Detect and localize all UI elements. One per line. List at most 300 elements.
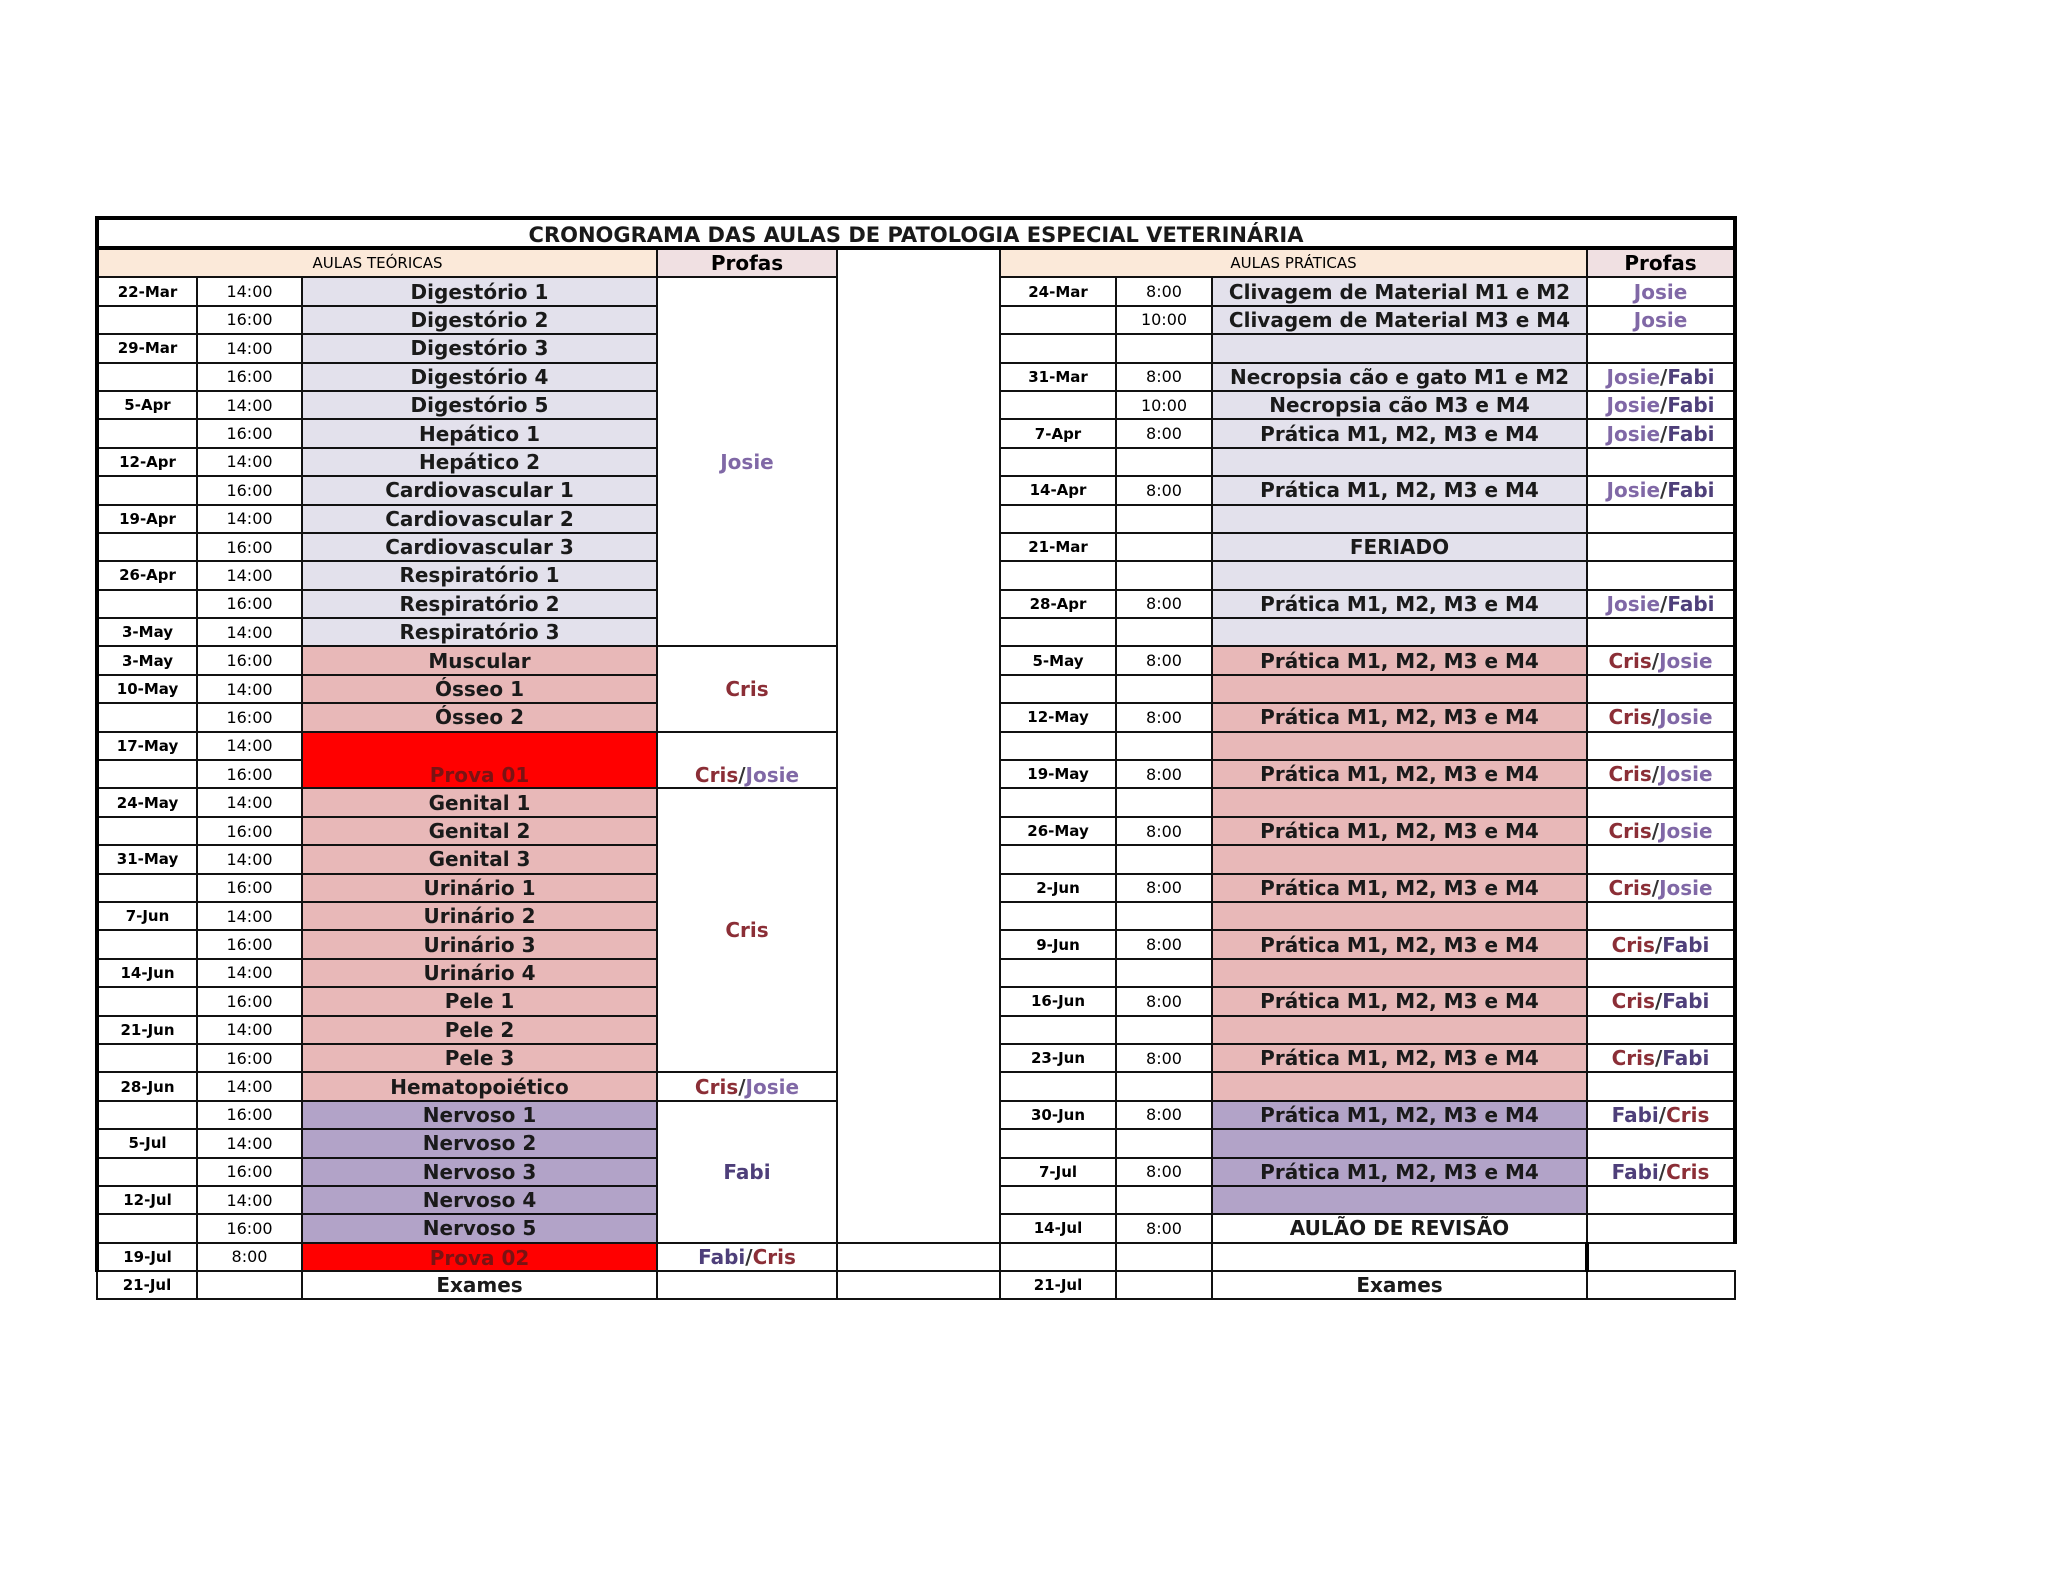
practice-date: 14-Jul bbox=[1000, 1214, 1116, 1242]
theory-date: 5-Jul bbox=[97, 1129, 197, 1157]
prof-name: Josie bbox=[1659, 819, 1713, 843]
page-title: CRONOGRAMA DAS AULAS DE PATOLOGIA ESPECIAL VETERINÁRIA bbox=[97, 218, 1735, 248]
theory-topic: Pele 2 bbox=[302, 1016, 657, 1044]
theory-date: 21-Jul bbox=[97, 1271, 197, 1299]
practice-profs bbox=[1587, 1044, 1735, 1072]
theory-topic: Nervoso 4 bbox=[302, 1186, 657, 1214]
practice-profs bbox=[1587, 845, 1735, 873]
theory-topic: Urinário 1 bbox=[302, 874, 657, 902]
practice-topic: Prática M1, M2, M3 e M4 bbox=[1212, 476, 1587, 504]
exam-cell: Prova 01 bbox=[302, 732, 657, 789]
prof-name: Fabi bbox=[1667, 591, 1715, 616]
theory-time: 14:00 bbox=[197, 1186, 302, 1214]
practice-topic: Prática M1, M2, M3 e M4 bbox=[1212, 1158, 1587, 1186]
practice-topic bbox=[1212, 788, 1587, 816]
practice-time bbox=[1116, 845, 1212, 873]
practice-date bbox=[1000, 306, 1116, 334]
theory-date: 12-Jul bbox=[97, 1186, 197, 1214]
practice-date: 21-Jul bbox=[1000, 1271, 1116, 1299]
theory-time: 16:00 bbox=[197, 703, 302, 731]
theory-date bbox=[97, 590, 197, 618]
practice-date bbox=[1000, 618, 1116, 646]
practice-profs bbox=[1587, 505, 1735, 533]
practice-date bbox=[1000, 1129, 1116, 1157]
theory-topic: Respiratório 2 bbox=[302, 590, 657, 618]
theory-date: 3-May bbox=[97, 618, 197, 646]
theory-topic: Exames bbox=[302, 1271, 657, 1299]
practice-date bbox=[1000, 788, 1116, 816]
theory-time: 14:00 bbox=[197, 959, 302, 987]
theory-date: 26-Apr bbox=[97, 561, 197, 589]
practice-date bbox=[1000, 1016, 1116, 1044]
practice-topic: FERIADO bbox=[1212, 533, 1587, 561]
theory-time: 16:00 bbox=[197, 646, 302, 674]
practice-time bbox=[1116, 334, 1212, 362]
practice-date: 30-Jun bbox=[1000, 1101, 1116, 1129]
practice-profs bbox=[1587, 533, 1735, 561]
practice-topic bbox=[1212, 1129, 1587, 1157]
name-separator: / bbox=[1654, 932, 1663, 957]
practice-date: 12-May bbox=[1000, 703, 1116, 731]
practice-time: 10:00 bbox=[1116, 391, 1212, 419]
theory-time: 14:00 bbox=[197, 618, 302, 646]
practice-date bbox=[1000, 505, 1116, 533]
theory-date: 31-May bbox=[97, 845, 197, 873]
practice-time: 8:00 bbox=[1116, 476, 1212, 504]
name-separator: / bbox=[1651, 762, 1660, 787]
theory-topic: Urinário 2 bbox=[302, 902, 657, 930]
practice-topic bbox=[1212, 902, 1587, 930]
theory-time: 16:00 bbox=[197, 363, 302, 391]
theory-time: 8:00 bbox=[197, 1243, 302, 1271]
practice-profs bbox=[1587, 618, 1735, 646]
practice-date: 24-Mar bbox=[1000, 277, 1116, 305]
theory-date: 12-Apr bbox=[97, 448, 197, 476]
practice-topic bbox=[1212, 505, 1587, 533]
prof-name: Josie bbox=[1606, 421, 1661, 446]
theory-time: 14:00 bbox=[197, 448, 302, 476]
theory-topic: Hepático 2 bbox=[302, 448, 657, 476]
theory-topic: Ósseo 2 bbox=[302, 703, 657, 731]
practice-profs bbox=[1587, 930, 1735, 958]
theory-date: 19-Apr bbox=[97, 505, 197, 533]
practice-profs bbox=[1587, 959, 1735, 987]
prof-name: Cris bbox=[1608, 875, 1652, 900]
theory-header: AULAS TEÓRICAS bbox=[97, 248, 657, 277]
practice-profs bbox=[1587, 817, 1735, 845]
practice-topic bbox=[1212, 675, 1587, 703]
practice-topic bbox=[1212, 1186, 1587, 1214]
prof-name: Fabi bbox=[1662, 932, 1710, 957]
practice-time: 8:00 bbox=[1116, 590, 1212, 618]
practice-time: 8:00 bbox=[1116, 817, 1212, 845]
name-separator: / bbox=[1660, 393, 1668, 418]
practice-date bbox=[1000, 902, 1116, 930]
prof-name: Josie bbox=[1659, 648, 1713, 673]
prof-name: Fabi bbox=[723, 1159, 771, 1184]
prof-name: Cris bbox=[1611, 989, 1655, 1014]
name-separator: / bbox=[738, 1074, 746, 1099]
prof-name: Fabi bbox=[1611, 1159, 1659, 1184]
theory-profs bbox=[657, 1243, 837, 1271]
prof-name: Josie bbox=[1606, 478, 1661, 503]
practice-date bbox=[1000, 845, 1116, 873]
practice-profs bbox=[1587, 1271, 1735, 1299]
name-separator: / bbox=[1651, 648, 1660, 673]
name-separator: / bbox=[1651, 875, 1660, 900]
practice-time bbox=[1116, 675, 1212, 703]
practice-profs bbox=[1587, 1129, 1735, 1157]
practice-time: 8:00 bbox=[1116, 760, 1212, 788]
theory-topic: Ósseo 1 bbox=[302, 675, 657, 703]
practice-date bbox=[1000, 561, 1116, 589]
practice-time bbox=[1116, 448, 1212, 476]
name-separator: / bbox=[1658, 1102, 1667, 1127]
theory-topic: Cardiovascular 1 bbox=[302, 476, 657, 504]
practice-time bbox=[1116, 618, 1212, 646]
theory-date bbox=[97, 306, 197, 334]
practice-date: 28-Apr bbox=[1000, 590, 1116, 618]
theory-date bbox=[97, 363, 197, 391]
theory-topic: Digestório 2 bbox=[302, 306, 657, 334]
practice-time bbox=[1116, 902, 1212, 930]
practice-date bbox=[1000, 448, 1116, 476]
theory-time: 16:00 bbox=[197, 419, 302, 447]
practice-topic: Prática M1, M2, M3 e M4 bbox=[1212, 930, 1587, 958]
column-spacer bbox=[837, 1271, 1000, 1299]
practice-topic: Prática M1, M2, M3 e M4 bbox=[1212, 1101, 1587, 1129]
prof-name: Josie bbox=[1659, 762, 1713, 787]
theory-date bbox=[97, 703, 197, 731]
practice-topic: Prática M1, M2, M3 e M4 bbox=[1212, 760, 1587, 788]
theory-time: 14:00 bbox=[197, 334, 302, 362]
theory-date bbox=[97, 419, 197, 447]
practice-time bbox=[1116, 959, 1212, 987]
prof-name: Josie bbox=[720, 449, 774, 474]
theory-topic: Pele 1 bbox=[302, 987, 657, 1015]
name-separator: / bbox=[745, 1244, 753, 1269]
theory-time: 16:00 bbox=[197, 1044, 302, 1072]
theory-time: 16:00 bbox=[197, 476, 302, 504]
theory-date bbox=[97, 930, 197, 958]
practice-time bbox=[1116, 1072, 1212, 1100]
practice-time bbox=[1116, 533, 1212, 561]
practice-time: 8:00 bbox=[1116, 930, 1212, 958]
theory-topic: Hematopoiético bbox=[302, 1072, 657, 1100]
practice-time: 8:00 bbox=[1116, 1158, 1212, 1186]
practice-date: 26-May bbox=[1000, 817, 1116, 845]
prof-name: Josie bbox=[1633, 279, 1688, 304]
theory-topic: Digestório 5 bbox=[302, 391, 657, 419]
theory-profs bbox=[657, 646, 837, 731]
theory-topic: Digestório 4 bbox=[302, 363, 657, 391]
theory-profs bbox=[657, 1101, 837, 1243]
practice-time: 10:00 bbox=[1116, 306, 1212, 334]
theory-date bbox=[97, 1158, 197, 1186]
practice-topic: Necropsia cão e gato M1 e M2 bbox=[1212, 363, 1587, 391]
practice-time: 8:00 bbox=[1116, 363, 1212, 391]
theory-profs bbox=[657, 1271, 837, 1299]
theory-date bbox=[97, 760, 197, 788]
prof-name: Cris bbox=[725, 677, 769, 702]
theory-topic: Nervoso 3 bbox=[302, 1158, 657, 1186]
practice-time bbox=[1116, 788, 1212, 816]
theory-time: 14:00 bbox=[197, 1129, 302, 1157]
name-separator: / bbox=[1660, 478, 1668, 503]
theory-date: 28-Jun bbox=[97, 1072, 197, 1100]
practice-topic: Clivagem de Material M3 e M4 bbox=[1212, 306, 1587, 334]
prof-name: Cris bbox=[694, 763, 739, 788]
practice-profs bbox=[1587, 561, 1735, 589]
prof-name: Fabi bbox=[1662, 1046, 1710, 1071]
name-separator: / bbox=[1658, 1159, 1667, 1184]
practice-date: 2-Jun bbox=[1000, 874, 1116, 902]
name-separator: / bbox=[1651, 705, 1660, 730]
theory-time: 14:00 bbox=[197, 732, 302, 760]
name-separator: / bbox=[1660, 364, 1668, 389]
theory-time: 14:00 bbox=[197, 505, 302, 533]
practice-time bbox=[1000, 1243, 1116, 1271]
prof-name: Cris bbox=[1608, 705, 1652, 730]
practice-profs bbox=[1587, 675, 1735, 703]
theory-time: 16:00 bbox=[197, 1214, 302, 1242]
theory-time: 16:00 bbox=[197, 817, 302, 845]
name-separator: / bbox=[1660, 591, 1668, 616]
prof-name: Josie bbox=[745, 763, 800, 788]
theory-topic: Pele 3 bbox=[302, 1044, 657, 1072]
theory-topic: Genital 3 bbox=[302, 845, 657, 873]
practice-profs bbox=[1587, 363, 1735, 391]
practice-date bbox=[1000, 1186, 1116, 1214]
practice-profs bbox=[1587, 703, 1735, 731]
theory-time: 14:00 bbox=[197, 277, 302, 305]
theory-date: 21-Jun bbox=[97, 1016, 197, 1044]
practice-topic: Prática M1, M2, M3 e M4 bbox=[1212, 646, 1587, 674]
name-separator: / bbox=[1654, 989, 1663, 1014]
theory-time: 16:00 bbox=[197, 930, 302, 958]
theory-topic: Nervoso 2 bbox=[302, 1129, 657, 1157]
theory-time: 14:00 bbox=[197, 1016, 302, 1044]
name-separator: / bbox=[1651, 819, 1660, 843]
practice-topic: Prática M1, M2, M3 e M4 bbox=[1212, 1044, 1587, 1072]
practice-date: 7-Apr bbox=[1000, 419, 1116, 447]
theory-time: 16:00 bbox=[197, 1101, 302, 1129]
theory-date: 3-May bbox=[97, 646, 197, 674]
theory-time: 16:00 bbox=[197, 1158, 302, 1186]
practice-profs bbox=[1587, 902, 1735, 930]
theory-date: 14-Jun bbox=[97, 959, 197, 987]
practice-profs bbox=[1587, 419, 1735, 447]
theory-topic: Respiratório 3 bbox=[302, 618, 657, 646]
practice-topic: AULÃO DE REVISÃO bbox=[1212, 1214, 1587, 1242]
theory-topic: Cardiovascular 3 bbox=[302, 533, 657, 561]
theory-topic: Digestório 1 bbox=[302, 277, 657, 305]
practice-time: 8:00 bbox=[1116, 1101, 1212, 1129]
theory-date bbox=[97, 1044, 197, 1072]
practice-time bbox=[1116, 1016, 1212, 1044]
theory-time: 16:00 bbox=[197, 306, 302, 334]
practice-time bbox=[1116, 1271, 1212, 1299]
prof-name: Josie bbox=[1659, 875, 1713, 900]
practice-date: 16-Jun bbox=[1000, 987, 1116, 1015]
practice-topic: Prática M1, M2, M3 e M4 bbox=[1212, 419, 1587, 447]
theory-date bbox=[97, 1214, 197, 1242]
practice-profs bbox=[1587, 1072, 1735, 1100]
practice-profs bbox=[1587, 1158, 1735, 1186]
practice-profs bbox=[1587, 1214, 1735, 1242]
prof-name: Josie bbox=[1606, 364, 1661, 389]
practice-profs bbox=[1587, 334, 1735, 362]
prof-name: Fabi bbox=[1667, 364, 1715, 389]
practice-profs bbox=[1587, 760, 1735, 788]
prof-name: Cris bbox=[1666, 1102, 1710, 1127]
practice-date bbox=[1000, 1072, 1116, 1100]
theory-profs bbox=[657, 788, 837, 1072]
theory-time: 14:00 bbox=[197, 788, 302, 816]
practice-topic bbox=[1212, 448, 1587, 476]
practice-topic bbox=[1212, 1016, 1587, 1044]
practice-date: 14-Apr bbox=[1000, 476, 1116, 504]
name-separator: / bbox=[1654, 1046, 1663, 1071]
theory-topic: Urinário 3 bbox=[302, 930, 657, 958]
theory-time: 14:00 bbox=[197, 845, 302, 873]
theory-date: 10-May bbox=[97, 675, 197, 703]
practice-date bbox=[1000, 391, 1116, 419]
prof-name: Josie bbox=[1659, 705, 1713, 730]
practice-topic bbox=[1212, 1072, 1587, 1100]
prof-name: Cris bbox=[1611, 932, 1655, 957]
prof-name: Cris bbox=[1608, 819, 1652, 843]
theory-date: 22-Mar bbox=[97, 277, 197, 305]
practice-topic: Exames bbox=[1212, 1271, 1587, 1299]
theory-profs bbox=[657, 732, 837, 789]
practice-profs bbox=[1587, 590, 1735, 618]
theory-topic: Genital 1 bbox=[302, 788, 657, 816]
prof-name: Fabi bbox=[1662, 989, 1710, 1014]
practice-topic: Prática M1, M2, M3 e M4 bbox=[1212, 874, 1587, 902]
prof-name: Josie bbox=[1633, 307, 1688, 332]
theory-topic: Cardiovascular 2 bbox=[302, 505, 657, 533]
practice-header: AULAS PRÁTICAS bbox=[1000, 248, 1587, 277]
theory-date: 5-Apr bbox=[97, 391, 197, 419]
prof-name: Cris bbox=[725, 918, 769, 943]
practice-time: 8:00 bbox=[1116, 1044, 1212, 1072]
practice-time: 8:00 bbox=[1116, 419, 1212, 447]
prof-name: Cris bbox=[1666, 1159, 1710, 1184]
theory-time: 14:00 bbox=[197, 391, 302, 419]
practice-time bbox=[1116, 732, 1212, 760]
theory-topic: Muscular bbox=[302, 646, 657, 674]
practice-topic bbox=[1212, 959, 1587, 987]
theory-date bbox=[97, 476, 197, 504]
theory-time: 14:00 bbox=[197, 675, 302, 703]
practice-topic bbox=[1212, 618, 1587, 646]
practice-profs bbox=[1587, 874, 1735, 902]
practice-date: 21-Mar bbox=[1000, 533, 1116, 561]
prof-name: Fabi bbox=[1667, 393, 1715, 418]
practice-profs bbox=[1587, 391, 1735, 419]
prof-name: Cris bbox=[752, 1244, 796, 1269]
schedule-table bbox=[95, 216, 1737, 1300]
practice-topic bbox=[1212, 845, 1587, 873]
practice-profs bbox=[1587, 448, 1735, 476]
theory-date: 17-May bbox=[97, 732, 197, 760]
practice-topic bbox=[1212, 561, 1587, 589]
practice-topic: Prática M1, M2, M3 e M4 bbox=[1212, 703, 1587, 731]
practice-profs bbox=[1212, 1243, 1587, 1271]
name-separator: / bbox=[738, 763, 746, 788]
theory-time bbox=[197, 1271, 302, 1299]
prof-name: Cris bbox=[1608, 648, 1652, 673]
theory-date bbox=[97, 1101, 197, 1129]
name-separator: / bbox=[1660, 421, 1668, 446]
practice-time bbox=[1116, 1129, 1212, 1157]
practice-time bbox=[1116, 561, 1212, 589]
practice-date: 5-May bbox=[1000, 646, 1116, 674]
practice-date: 19-May bbox=[1000, 760, 1116, 788]
prof-name: Fabi bbox=[1667, 421, 1715, 446]
practice-topic bbox=[1212, 732, 1587, 760]
practice-date: 23-Jun bbox=[1000, 1044, 1116, 1072]
practice-date bbox=[1000, 959, 1116, 987]
practice-date bbox=[1000, 732, 1116, 760]
prof-name: Fabi bbox=[1611, 1102, 1659, 1127]
exams-row bbox=[97, 1271, 1735, 1299]
theory-time: 16:00 bbox=[197, 874, 302, 902]
practice-time bbox=[1116, 505, 1212, 533]
practice-time: 8:00 bbox=[1116, 874, 1212, 902]
theory-topic: Nervoso 1 bbox=[302, 1101, 657, 1129]
practice-topic: Prática M1, M2, M3 e M4 bbox=[1212, 817, 1587, 845]
theory-time: 16:00 bbox=[197, 760, 302, 788]
practice-topic: Necropsia cão M3 e M4 bbox=[1212, 391, 1587, 419]
column-spacer bbox=[837, 248, 1000, 1243]
theory-date bbox=[97, 874, 197, 902]
theory-date: 19-Jul bbox=[97, 1243, 197, 1271]
theory-topic: Prova 02 bbox=[302, 1243, 657, 1271]
practice-date bbox=[1000, 675, 1116, 703]
practice-topic: Clivagem de Material M1 e M2 bbox=[1212, 277, 1587, 305]
practice-profs bbox=[1587, 1101, 1735, 1129]
theory-date: 24-May bbox=[97, 788, 197, 816]
practice-time: 8:00 bbox=[1116, 703, 1212, 731]
prof-name: Fabi bbox=[1667, 478, 1715, 503]
theory-date bbox=[97, 987, 197, 1015]
theory-time: 14:00 bbox=[197, 561, 302, 589]
prof-name: Josie bbox=[745, 1074, 800, 1099]
theory-time: 14:00 bbox=[197, 902, 302, 930]
theory-topic: Digestório 3 bbox=[302, 334, 657, 362]
practice-profs-header: Profas bbox=[1587, 248, 1735, 277]
practice-profs bbox=[1587, 1016, 1735, 1044]
theory-time: 14:00 bbox=[197, 1072, 302, 1100]
theory-topic: Genital 2 bbox=[302, 817, 657, 845]
practice-profs bbox=[1587, 1186, 1735, 1214]
practice-date: 31-Mar bbox=[1000, 363, 1116, 391]
practice-profs bbox=[1587, 277, 1735, 305]
practice-date: 9-Jun bbox=[1000, 930, 1116, 958]
practice-time: 8:00 bbox=[1116, 987, 1212, 1015]
practice-time bbox=[1116, 1186, 1212, 1214]
theory-profs bbox=[657, 277, 837, 646]
theory-time: 16:00 bbox=[197, 533, 302, 561]
prof-name: Cris bbox=[1608, 762, 1652, 787]
prof-name: Cris bbox=[694, 1074, 739, 1099]
practice-date bbox=[1000, 334, 1116, 362]
theory-date: 7-Jun bbox=[97, 902, 197, 930]
practice-topic: Prática M1, M2, M3 e M4 bbox=[1212, 987, 1587, 1015]
prof-name: Cris bbox=[1611, 1046, 1655, 1071]
